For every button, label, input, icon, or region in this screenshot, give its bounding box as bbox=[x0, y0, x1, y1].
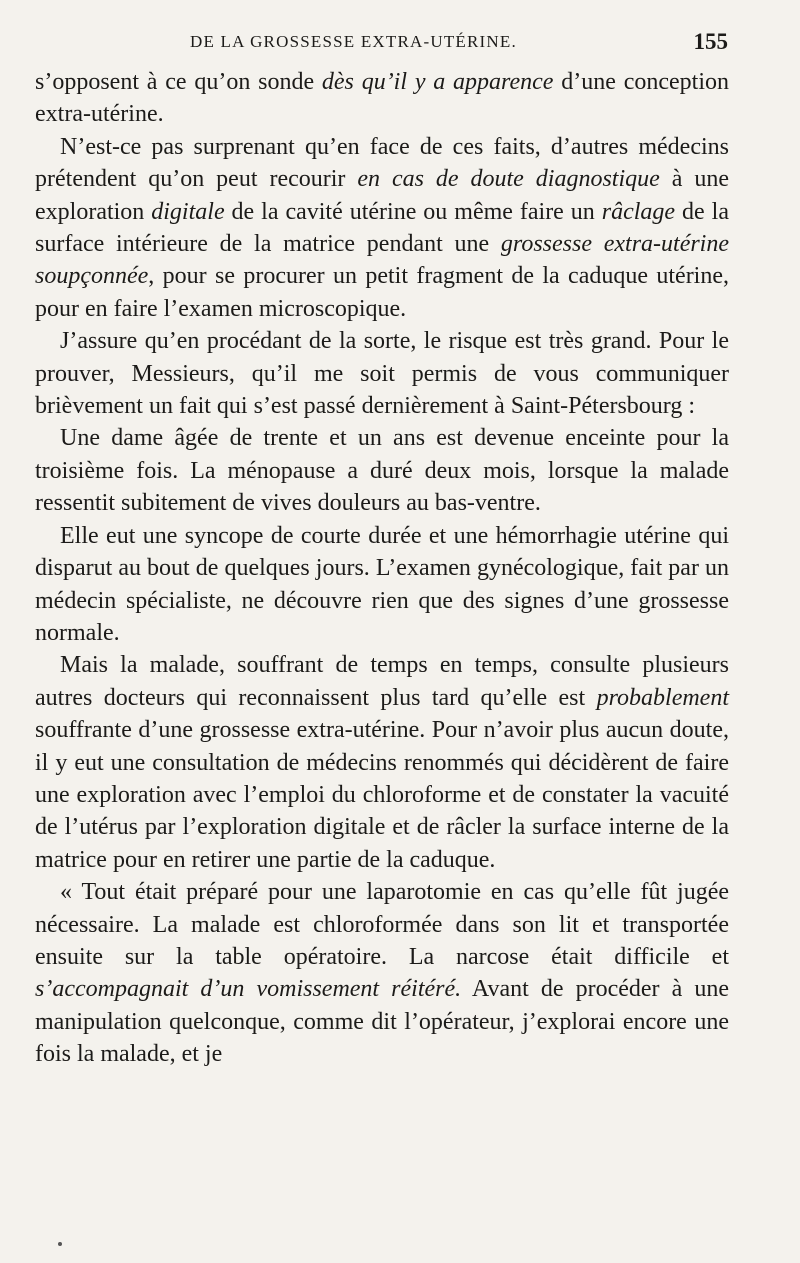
text-run: J’assure qu’en procédant de la sorte, le risque est très grand. Pour le prouver, Messieurs, qu’il me soit permis de vous communiquer brièvement un fait qui s’est passé dernièrement à Saint-Pétersbourg : bbox=[35, 328, 729, 420]
paragraph-2 bbox=[35, 131, 729, 325]
italic-text: s’accompagnait d’un vomissement réitéré. bbox=[35, 976, 462, 1003]
page-number: 155 bbox=[693, 29, 728, 54]
paragraph-3 bbox=[35, 325, 729, 422]
text-run: , pour se procurer un petit fragment de la caduque utérine, pour en faire l’examen microscopique. bbox=[35, 263, 729, 322]
running-head bbox=[0, 29, 800, 58]
text-run: souffrante d’une grossesse extra-utérine. Pour n’avoir plus aucun doute, il y eut une consultation de médecins renommés qui décidèrent de faire une exploration avec l’emploi du chloroforme et de constater la vacuité de l’utérus par l’exploration digitale et de râcler la surface interne de la matrice pour en retirer une partie de la caduque. bbox=[35, 717, 729, 873]
paragraph-7 bbox=[35, 876, 729, 1070]
running-title: DE LA GROSSESSE EXTRA-UTÉRINE. bbox=[190, 32, 517, 51]
text-run: N’est-ce pas surprenant qu’en face de ces faits, d’autres médecins prétendent qu’on peut recourir bbox=[35, 133, 729, 193]
paragraph-6 bbox=[35, 649, 729, 876]
text-run: Une dame âgée de trente et un ans est devenue enceinte pour la troisième fois. La ménopause a duré deux mois, lorsque la malade ressentit subitement de vives douleurs au bas-ventre. bbox=[35, 425, 729, 517]
paragraph-4 bbox=[35, 422, 729, 519]
italic-text: grossesse extra-utérine soupçonnée bbox=[35, 231, 729, 290]
text-run: d’une conception extra-utérine. bbox=[35, 69, 729, 128]
text-run: à une exploration bbox=[35, 166, 729, 225]
paragraph-1 bbox=[35, 66, 729, 131]
body-text bbox=[35, 66, 729, 1071]
text-run: de la surface intérieure de la matrice pendant une bbox=[35, 198, 729, 258]
paragraph-5 bbox=[35, 520, 729, 650]
italic-text: digitale bbox=[151, 198, 225, 225]
text-run: de la cavité utérine ou même faire un bbox=[224, 198, 602, 225]
text-run: Mais la malade, souffrant de temps en temps, consulte plusieurs autres docteurs qui reconnaissent plus tard qu’elle est bbox=[35, 652, 729, 711]
print-speck bbox=[58, 1242, 62, 1246]
italic-text: en cas de doute diagnostique bbox=[357, 166, 660, 193]
text-run: Elle eut une syncope de courte durée et une hémorrhagie utérine qui disparut au bout de quelques jours. L’examen gynécologique, fait par un médecin spécialiste, ne découvre rien que des signes d’une grossesse normale. bbox=[35, 522, 729, 646]
text-run: s’opposent à ce qu’on sonde bbox=[35, 69, 322, 95]
text-run: Avant de procéder à une manipulation quelconque, comme dit l’opérateur, j’explorai encore une fois la malade, et je bbox=[35, 976, 730, 1068]
text-run: « Tout était préparé pour une laparotomie en cas qu’elle fût jugée nécessaire. La malade est chloroformée dans son lit et transportée ensuite sur la table opératoire. La narcose était difficile et bbox=[35, 879, 729, 970]
italic-text: probablement bbox=[596, 684, 729, 711]
italic-text: râclage bbox=[601, 198, 676, 225]
italic-text: dès qu’il y a apparence bbox=[321, 69, 554, 95]
